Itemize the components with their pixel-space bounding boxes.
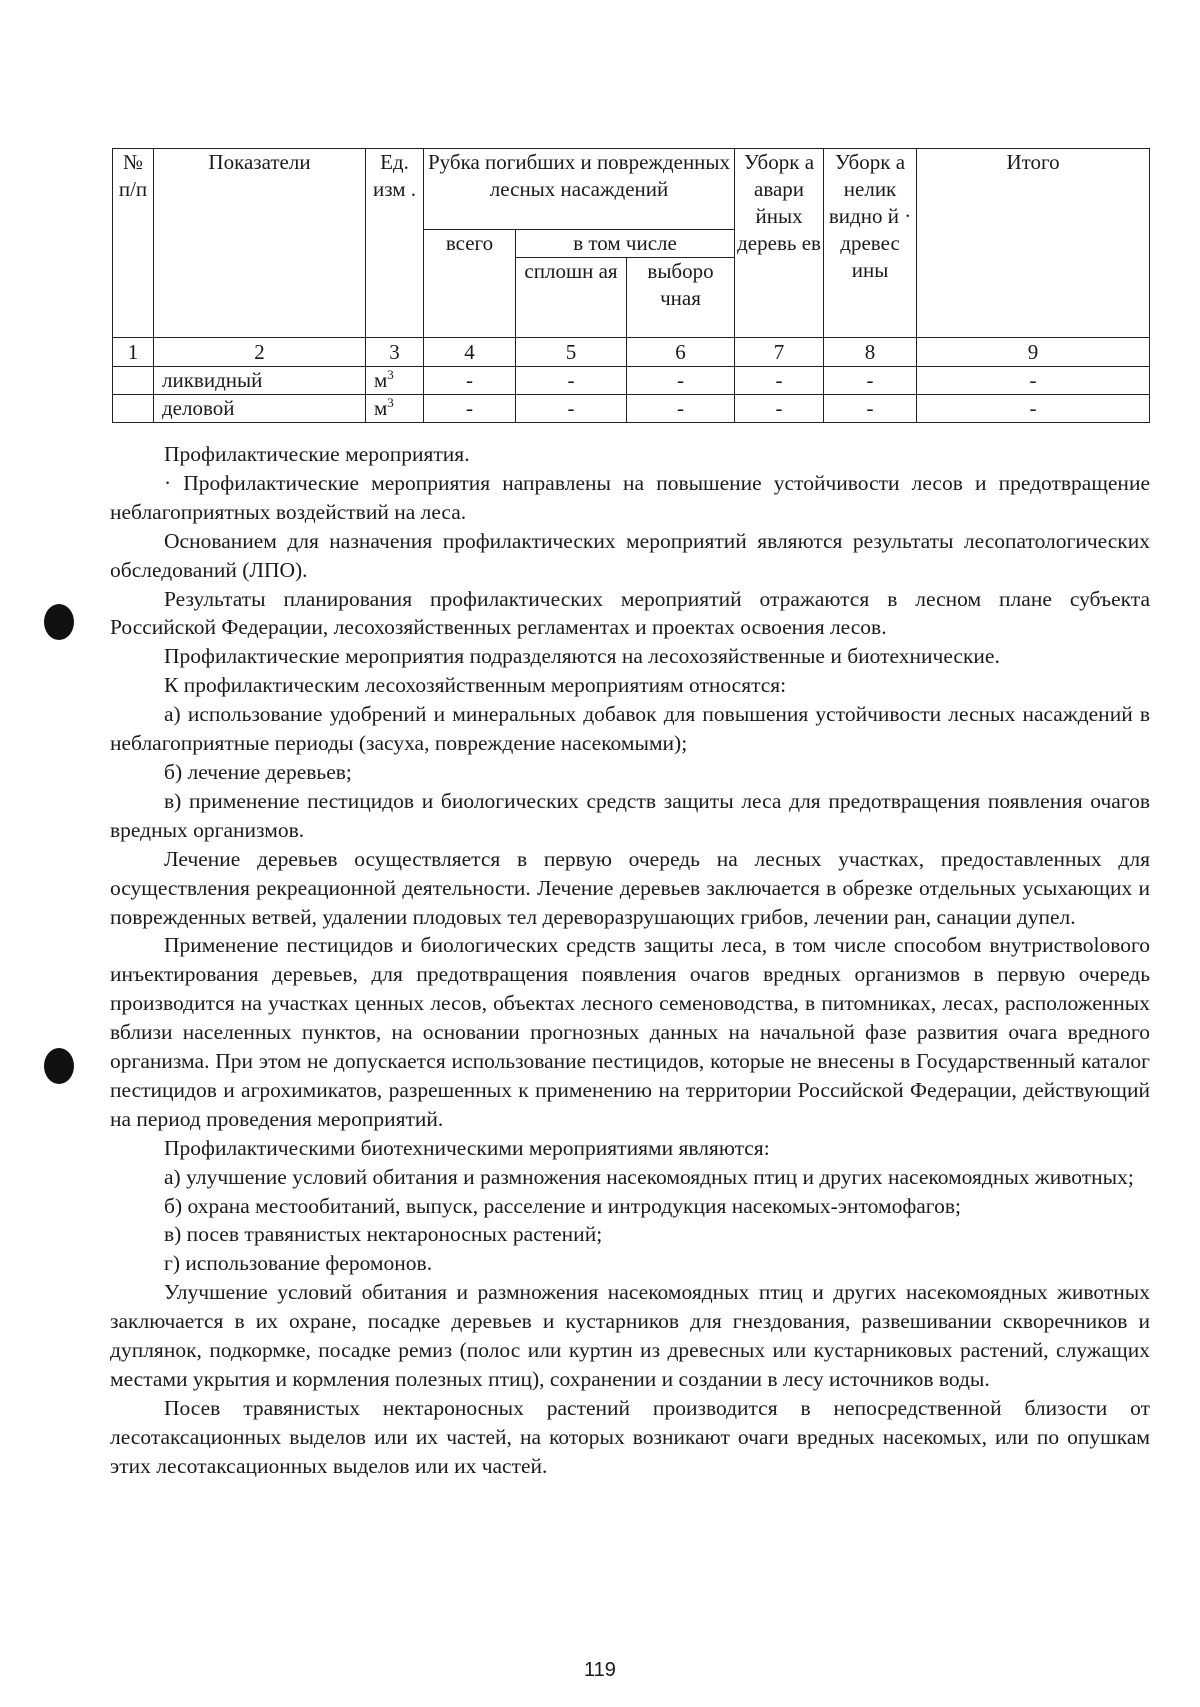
list-item: а) улучшение условий обитания и размножения насекомоядных птиц и других насекомоядных животных; [164,1164,1134,1189]
cell-value: - [424,367,516,395]
col-number: 4 [424,338,516,367]
list-item: в) посев травянистых нектароносных растений; [164,1222,603,1247]
col-number: 9 [917,338,1150,367]
table-row [113,367,1150,395]
paragraph: Основанием для назначения профилактических мероприятий являются результаты лесопатологических обследований (ЛПО). [110,528,1150,582]
cell-value: - [516,395,627,423]
cell-value: - [824,395,917,423]
cell-value: - [424,395,516,423]
page-number: 119 [584,1659,616,1681]
list-item: в) применение пестицидов и биологических средств защиты леса для предотвращения появления очагов вредных организмов. [110,788,1150,842]
cell-value: - [824,367,917,395]
row-unit: $м^3$ [366,367,424,395]
header-num: № п/п [113,149,154,338]
body-text [110,440,1150,1481]
paragraph: · Профилактические мероприятия направлены на повышение устойчивости лесов и предотвращение неблагоприятных воздействий на леса. [110,470,1150,524]
header-selective-cut: выборо чная [627,258,735,338]
paragraph: Профилактическими биотехническими мероприятиями являются: [164,1135,770,1160]
cell-value: - [516,367,627,395]
header-total: Итого [917,149,1150,338]
header-unmerchantable-wood: Уборк а нелик видно й · древес ины [824,149,917,338]
header-cut-total: всего [424,230,516,338]
cell-value: - [917,395,1150,423]
header-unit: Ед. изм . [366,149,424,338]
col-number: 2 [154,338,366,367]
paragraph: Результаты планирования профилактических мероприятий отражаются в лесном плане субъекта Российской Федерации, лесохозяйственных регламентах и проектах освоения лесов. [110,586,1150,640]
row-unit: $м^3$ [366,395,424,423]
header-cutting: Рубка погибших и поврежденных лесных насаждений [424,149,735,230]
cell-value: - [627,367,735,395]
row-name: ликвидный [154,367,366,395]
table-row [113,395,1150,423]
header-indicators: Показатели [154,149,366,338]
col-number: 1 [113,338,154,367]
list-item: а) использование удобрений и минеральных добавок для повышения устойчивости лесных насаждений в неблагоприятные периоды (засуха, повреждение насекомыми); [110,702,1150,756]
header-emergency-trees: Уборк а авари йных деревь ев [735,149,824,338]
list-item: г) использование феромонов. [164,1251,433,1276]
forest-measures-table [112,148,1150,423]
punch-hole [44,1048,74,1084]
col-number: 6 [627,338,735,367]
col-number: 7 [735,338,824,367]
paragraph: К профилактическим лесохозяйственным мероприятиям относятся: [164,673,787,698]
cell-value: - [735,367,824,395]
col-number: 8 [824,338,917,367]
punch-hole [44,604,74,640]
cell-value: - [627,395,735,423]
col-number: 3 [366,338,424,367]
paragraph: Лечение деревьев осуществляется в первую очередь на лесных участках, предоставленных для осуществления рекреационной деятельности. Лечение деревьев заключается в обрезке отдельных усыхающих и поврежденных ветвей, удалении плодовых тел дереворазрушающих грибов, лечении ран, санации дупел. [110,846,1150,929]
paragraph: Профилактические мероприятия подразделяются на лесохозяйственные и биотехнические. [164,644,1000,669]
cell-value: - [735,395,824,423]
paragraph: Применение пестицидов и биологических средств защиты леса, в том числе способом внутриствolового инъектирования деревьев, для предотвращения появления очагов вредных организмов в первую очередь производится на участках ценных лесов, объектах лесного семеноводства, в питомниках, лесах, расположенных вблизи населенных пунктов, на основании прогнозных данных на начальной фазе развития очага вредного организма. При этом не допускается использование пестицидов, которые не внесены в Государственный каталог пестицидов и агрохимикатов, разрешенных к применению на территории Российской Федерации, действующий на период проведения мероприятий. [110,933,1150,1131]
cell-value: - [917,367,1150,395]
row-name: деловой [154,395,366,423]
list-item: б) лечение деревьев; [164,759,352,784]
paragraph-heading: Профилактические мероприятия. [164,442,470,466]
header-including: в том числе [516,230,735,258]
paragraph: Улучшение условий обитания и размножения насекомоядных птиц и других насекомоядных животных заключается в их охране, посадке деревьев и кустарников для гнездования, развешивании скворечников и дуплянок, подкормке, посадке ремиз (полос или куртин из древесных или кустарниковых растений, служащих местами укрытия и кормления полезных птиц), сохранении и создании в лесу источников воды. [110,1280,1150,1391]
header-clear-cut: сплошн ая [516,258,627,338]
list-item: б) охрана местообитаний, выпуск, расселение и интродукция насекомых-энтомофагов; [164,1193,961,1218]
paragraph: Посев травянистых нектароносных растений производится в непосредственной близости от лесотаксационных выделов или их частей, на которых возникают очаги вредных насекомых, или по опушкам этих лесотаксационных выделов или их частей. [110,1395,1150,1478]
col-number: 5 [516,338,627,367]
